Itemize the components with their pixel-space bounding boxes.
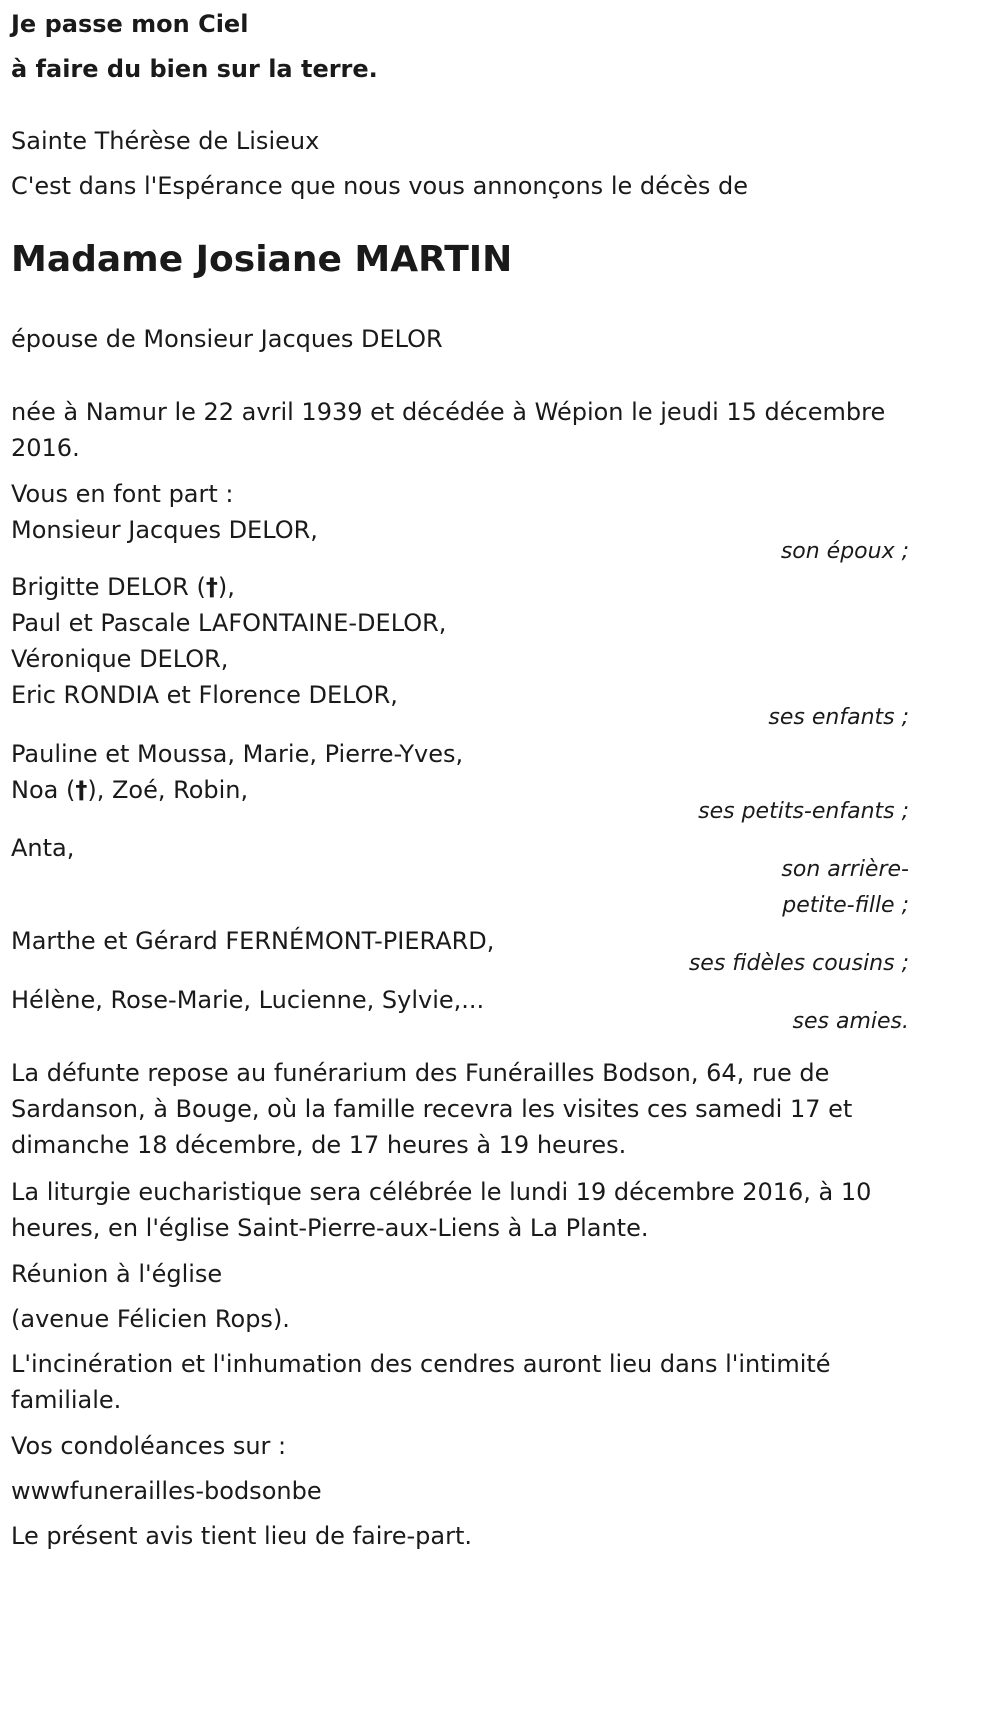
birth-death-line-1: née à Namur le 22 avril 1939 et décédée à Wépion le jeudi 15 décembre [11,398,886,426]
great-grandchild-role-1: son arrière- [781,857,909,882]
condolences-url[interactable]: wwwfunerailles-bodsonbe [11,1477,322,1505]
children-role: ses enfants ; [768,705,909,730]
cousins-name: Marthe et Gérard FERNÉMONT-PIERARD, [11,927,495,955]
closing-text: Le présent avis tient lieu de faire-part. [11,1522,473,1550]
meeting-address: (avenue Félicien Rops). [11,1305,290,1333]
child-1-name: Brigitte DELOR ( [11,573,206,601]
great-grandchild-name: Anta, [11,834,75,862]
visitation-line-1: La défunte repose au funérarium des Funérailles Bodson, 64, rue de [11,1059,830,1087]
great-grandchild-role-2: petite-fille ; [782,893,909,918]
grandchildren-line-1: Pauline et Moussa, Marie, Pierre-Yves, [11,740,464,768]
deceased-name: Madame Josiane MARTIN [11,239,513,280]
cross-icon: † [75,776,88,804]
grandchildren-line-2-end: ), Zoé, Robin, [87,776,249,804]
friends-role: ses amies. [792,1009,909,1034]
spouse-line: épouse de Monsieur Jacques DELOR [11,325,443,353]
condolences-label: Vos condoléances sur : [11,1432,287,1460]
family-spouse-role: son époux ; [780,539,909,564]
child-3: Véronique DELOR, [11,645,229,673]
intro-text: C'est dans l'Espérance que nous vous annonçons le décès de [11,172,748,200]
quote-author: Sainte Thérèse de Lisieux [11,127,320,155]
child-4: Eric RONDIA et Florence DELOR, [11,681,398,709]
liturgy-line-1: La liturgie eucharistique sera célébrée le lundi 19 décembre 2016, à 10 [11,1178,872,1206]
meeting-text: Réunion à l'église [11,1260,223,1288]
quote-line-2: à faire du bien sur la terre. [11,55,378,83]
friends-name: Hélène, Rose-Marie, Lucienne, Sylvie,... [11,986,485,1014]
cousins-role: ses fidèles cousins ; [688,951,909,976]
liturgy-line-2: heures, en l'église Saint-Pierre-aux-Liens à La Plante. [11,1214,649,1242]
visitation-line-2: Sardanson, à Bouge, où la famille recevra les visites ces samedi 17 et [11,1095,853,1123]
cremation-line-1: L'incinération et l'inhumation des cendres auront lieu dans l'intimité [11,1350,831,1378]
cross-icon: † [205,573,218,601]
child-1-end: ), [217,573,235,601]
cremation-line-2: familiale. [11,1386,122,1414]
family-spouse-name: Monsieur Jacques DELOR, [11,516,318,544]
quote-line-1: Je passe mon Ciel [11,10,249,38]
child-2: Paul et Pascale LAFONTAINE-DELOR, [11,609,447,637]
family-intro: Vous en font part : [11,480,234,508]
grandchildren-role: ses petits-enfants ; [698,799,909,824]
grandchildren-line-2 [11,772,248,808]
child-1 [11,569,235,605]
birth-death-line-2: 2016. [11,434,80,462]
grandchildren-line-2-start: Noa ( [11,776,76,804]
visitation-line-3: dimanche 18 décembre, de 17 heures à 19 heures. [11,1131,627,1159]
